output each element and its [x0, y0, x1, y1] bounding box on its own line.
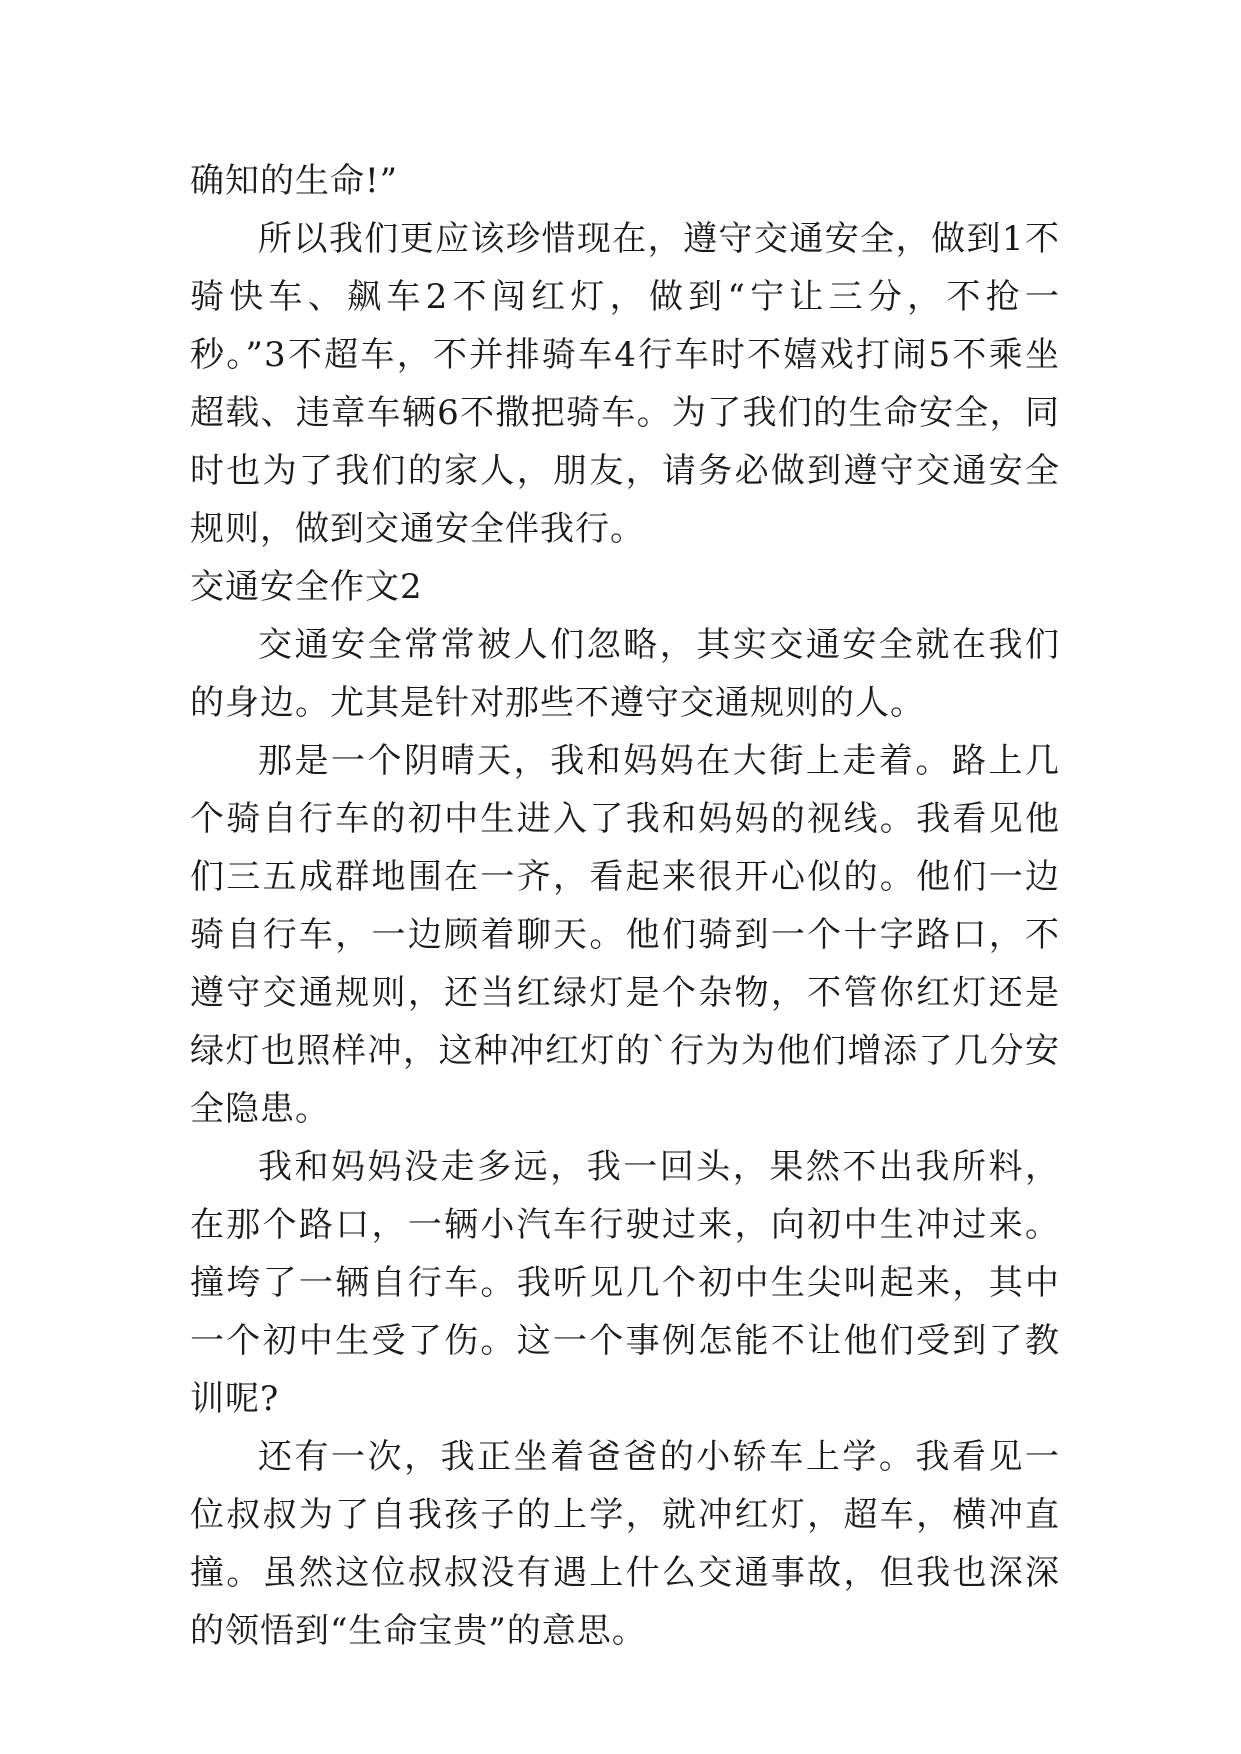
paragraph-uncle: 还有一次，我正坐着爸爸的小轿车上学。我看见一位叔叔为了自我孩子的上学，就冲红灯，超车，横冲直撞。虽然这位叔叔没有遇上什么交通事故，但我也深深的领悟到“生命宝贵”的意思。 — [190, 1437, 1060, 1651]
paragraph-intro: 交通安全常常被人们忽略，其实交通安全就在我们的身边。尤其是针对那些不遵守交通规则的人。 — [190, 625, 1060, 723]
paragraph-accident: 我和妈妈没走多远，我一回头，果然不出我所料，在那个路口，一辆小汽车行驶过来，向初中生冲过来。撞垮了一辆自行车。我听见几个初中生尖叫起来，其中一个初中生受了伤。这一个事例怎能不让他们受到了教训呢? — [190, 1147, 1060, 1419]
paragraph-continuation: 确知的生命!” — [190, 161, 399, 201]
document-body — [190, 152, 1060, 1660]
section-heading: 交通安全作文2 — [190, 567, 423, 607]
paragraph-safety-rules: 所以我们更应该珍惜现在，遵守交通安全，做到1不骑快车、飙车2不闯红灯，做到“宁让三分，不抢一秒。”3不超车，不并排骑车4行车时不嬉戏打闹5不乘坐超载、违章车辆6不撒把骑车。为了我们的生命安全，同时也为了我们的家人，朋友，请务必做到遵守交通安全规则，做到交通安全伴我行。 — [190, 219, 1060, 549]
paragraph-cyclists: 那是一个阴晴天，我和妈妈在大街上走着。路上几个骑自行车的初中生进入了我和妈妈的视线。我看见他们三五成群地围在一齐，看起来很开心似的。他们一边骑自行车，一边顾着聊天。他们骑到一个十字路口，不遵守交通规则，还当红绿灯是个杂物，不管你红灯还是绿灯也照样冲，这种冲红灯的`行为为他们增添了几分安全隐患。 — [190, 741, 1060, 1129]
